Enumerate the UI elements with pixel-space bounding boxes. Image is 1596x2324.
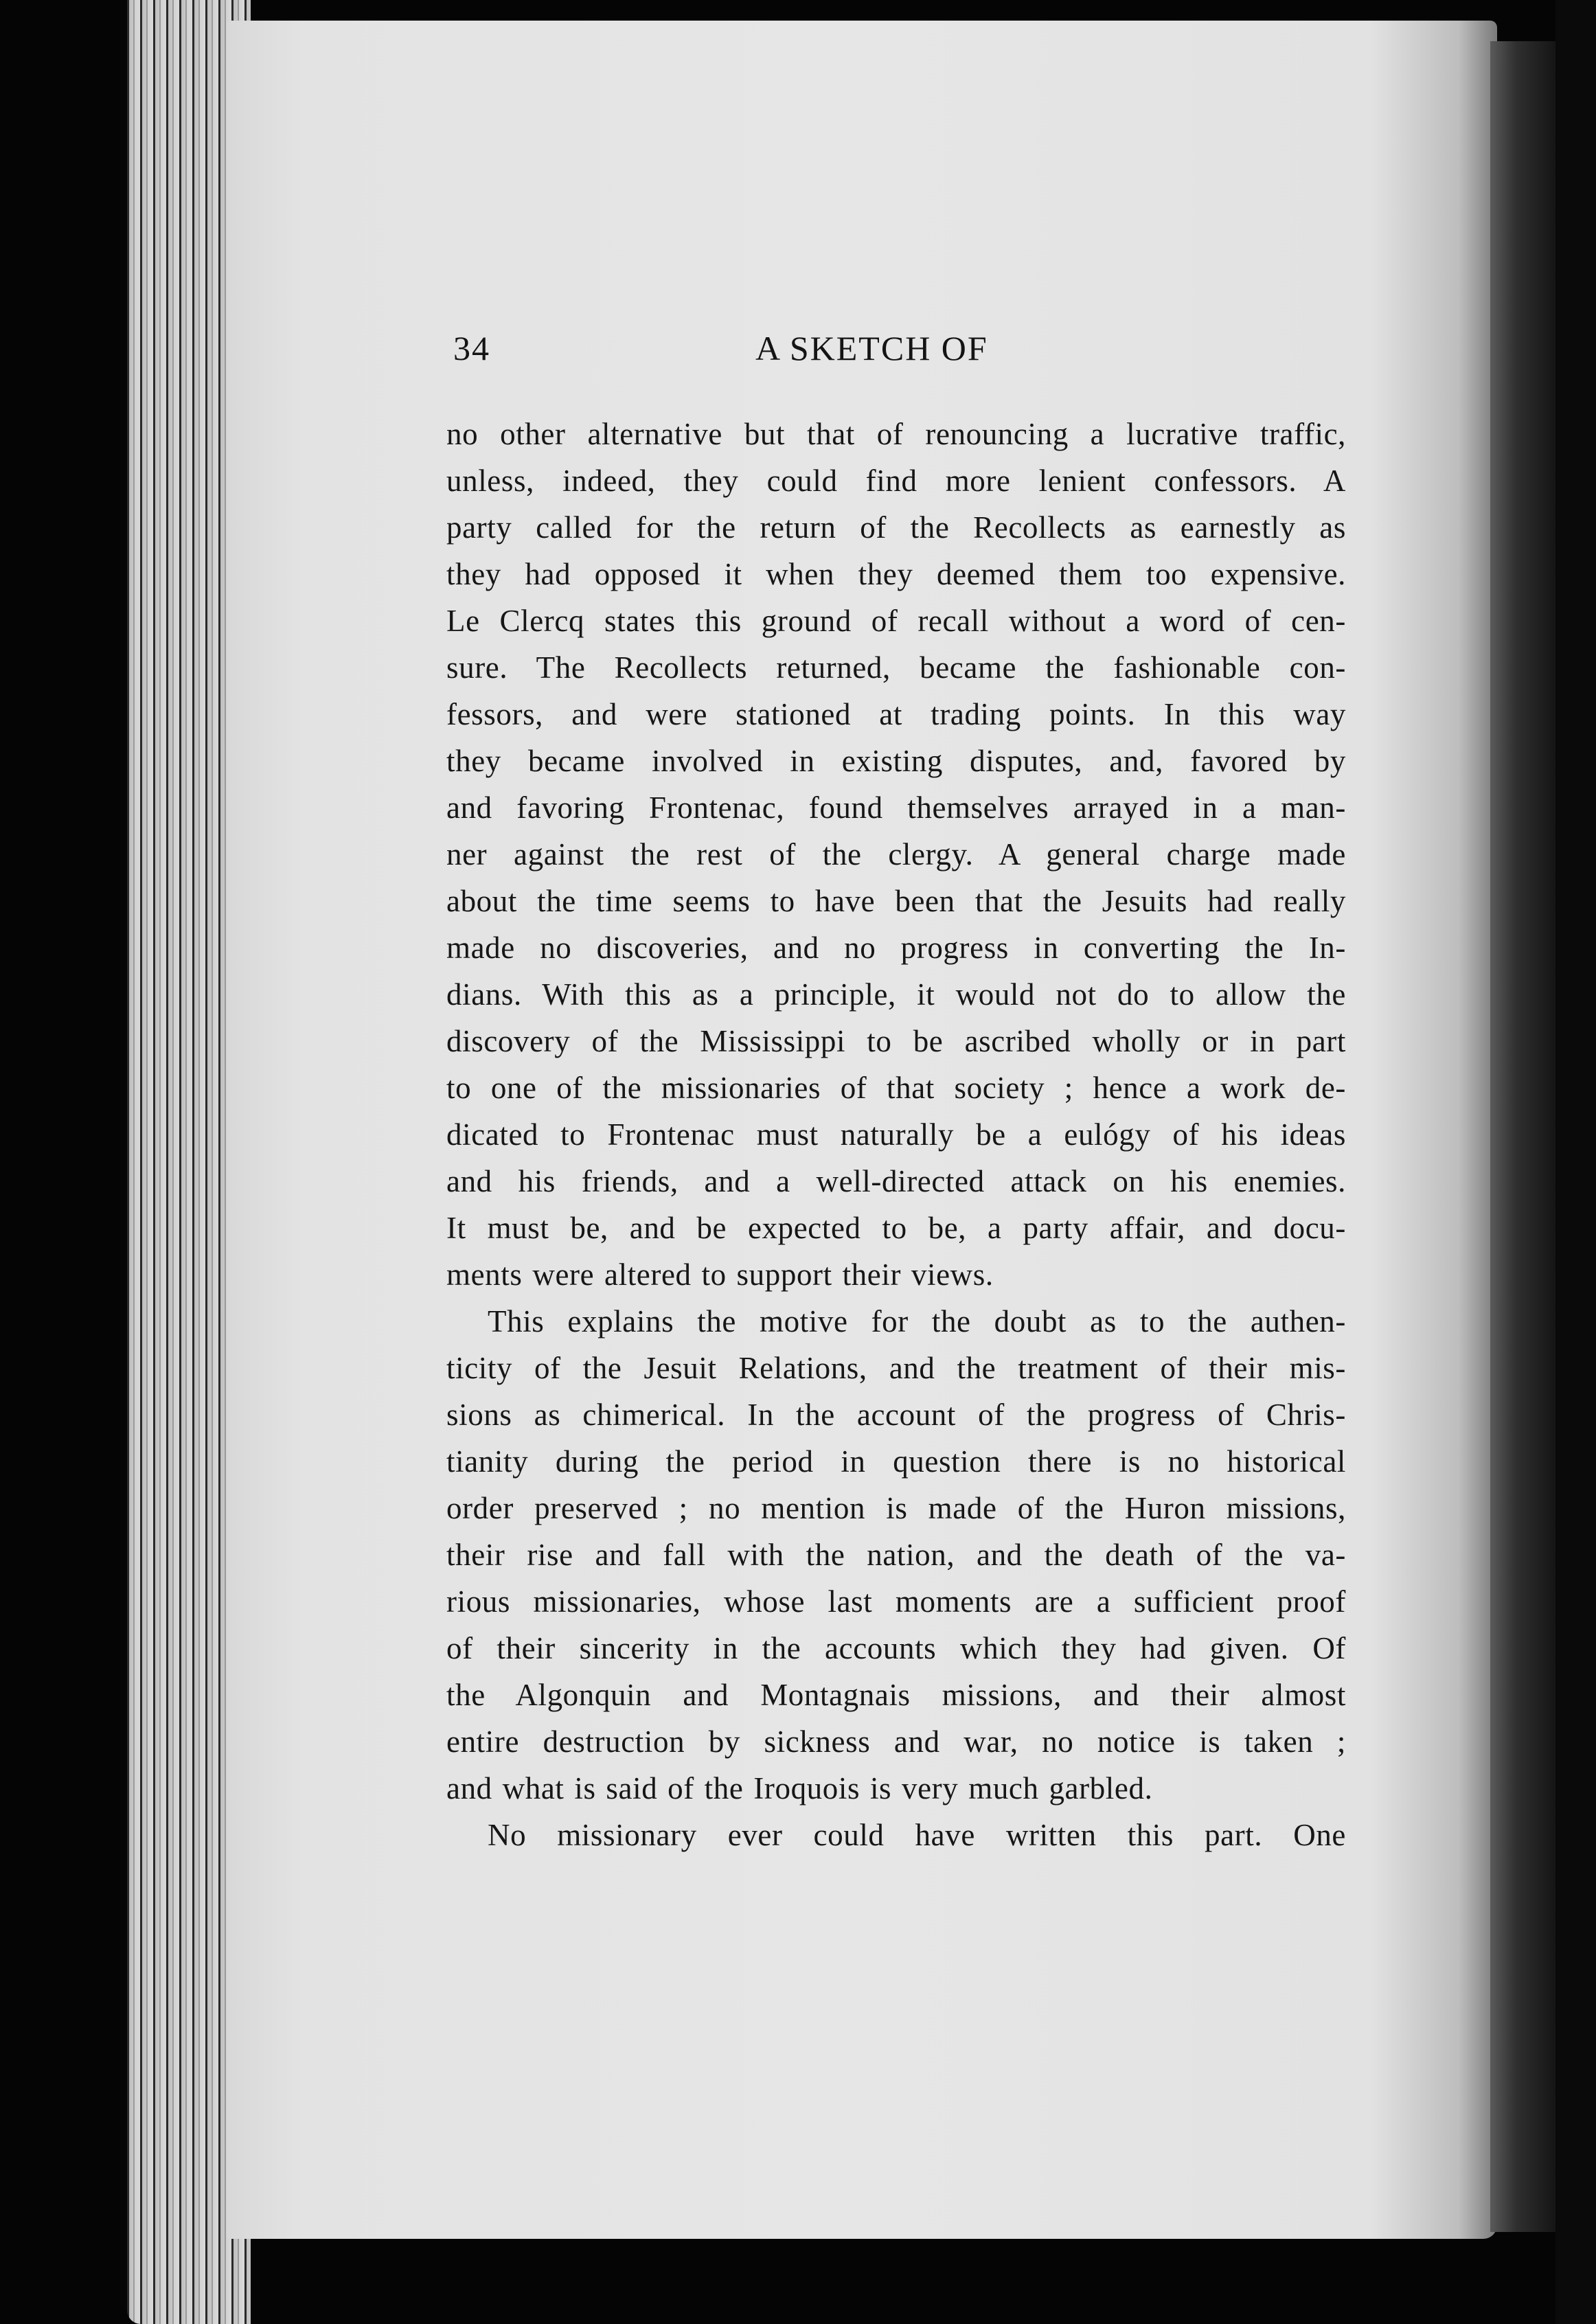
text-line: and his friends, and a well-directed attack on his enemies. <box>446 1164 1346 1198</box>
text-line: discovery of the Mississippi to be ascribed wholly or in part <box>446 1024 1346 1058</box>
running-head: A SKETCH OF <box>755 329 988 367</box>
text-line: tianity during the period in question there is no historical <box>446 1444 1346 1479</box>
text-line: the Algonquin and Montagnais missions, and their almost <box>446 1678 1346 1712</box>
binding-shadow <box>1490 41 1555 2232</box>
text-line: to one of the missionaries of that society ; hence a work de- <box>446 1071 1346 1105</box>
text-line: of their sincerity in the accounts which they had given. Of <box>446 1631 1346 1665</box>
text-line: rious missionaries, whose last moments are a sufficient proof <box>446 1584 1346 1619</box>
text-line: and favoring Frontenac, found themselves arrayed in a man- <box>446 790 1346 825</box>
text-line: unless, indeed, they could find more lenient confessors. A <box>446 464 1346 498</box>
text-line: they became involved in existing disputes, and, favored by <box>446 744 1346 778</box>
text-line: ner against the rest of the clergy. A general charge made <box>446 837 1346 872</box>
scan-edge <box>1555 0 1596 2324</box>
text-line: Le Clercq states this ground of recall without a word of cen- <box>446 604 1346 638</box>
text-line: fessors, and were stationed at trading points. In this way <box>446 697 1346 731</box>
text-line: It must be, and be expected to be, a party affair, and docu- <box>446 1211 1346 1245</box>
text-line: sions as chimerical. In the account of the progress of Chris- <box>446 1398 1346 1432</box>
body-text <box>446 411 1346 1858</box>
text-line: ticity of the Jesuit Relations, and the treatment of their mis- <box>446 1351 1346 1385</box>
text-line: their rise and fall with the nation, and the death of the va- <box>446 1538 1346 1572</box>
text-line: made no discoveries, and no progress in converting the In- <box>446 931 1346 965</box>
text-line: entire destruction by sickness and war, no notice is taken ; <box>446 1724 1346 1759</box>
page-header <box>453 328 1023 376</box>
page-number: 34 <box>453 329 490 367</box>
text-line: dicated to Frontenac must naturally be a eulógy of his ideas <box>446 1117 1346 1152</box>
text-line: no other alternative but that of renouncing a lucrative traffic, <box>446 417 1346 451</box>
text-line: dians. With this as a principle, it would not do to allow the <box>446 977 1346 1012</box>
text-line: and what is said of the Iroquois is very much garbled. <box>446 1771 1153 1805</box>
text-line: sure. The Recollects returned, became the fashionable con- <box>446 650 1346 685</box>
text-line: ments were altered to support their views. <box>446 1257 994 1292</box>
text-line: party called for the return of the Recollects as earnestly as <box>446 510 1346 545</box>
text-line: they had opposed it when they deemed them too expensive. <box>446 557 1346 591</box>
text-line: No missionary ever could have written this part. One <box>488 1818 1346 1852</box>
text-line: about the time seems to have been that the Jesuits had really <box>446 884 1346 918</box>
text-line: order preserved ; no mention is made of the Huron missions, <box>446 1491 1346 1525</box>
text-line: This explains the motive for the doubt as to the authen- <box>488 1304 1346 1338</box>
